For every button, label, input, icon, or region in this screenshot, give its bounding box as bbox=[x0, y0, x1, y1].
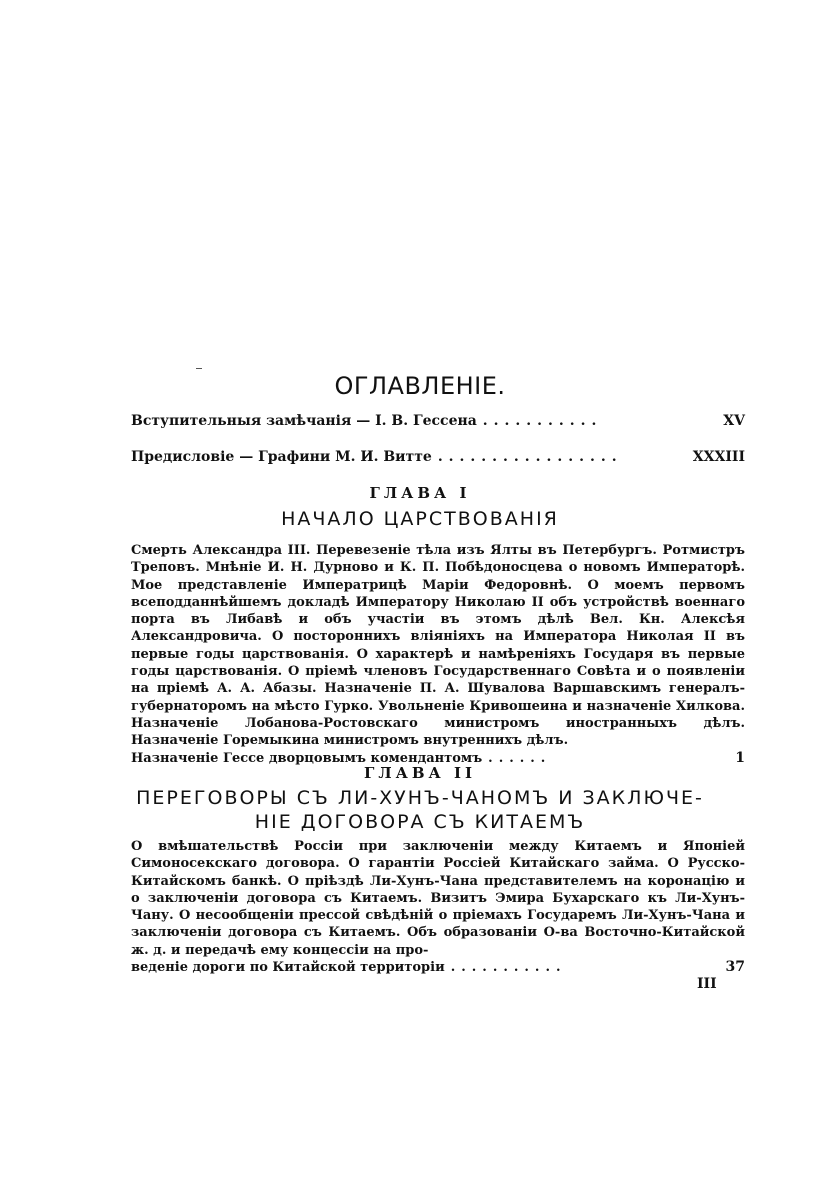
chapter-2-summary-last-line bbox=[131, 959, 745, 976]
chapter-1-label: ГЛАВА I bbox=[369, 484, 471, 502]
toc-entry-preface bbox=[131, 449, 745, 465]
chapter-2-summary-text: О вмѣшательствѣ Россiи при заключенiи между Китаемъ и Японiей Симоносекскаго договора. О гарантiи Россiей Китайскаго займа. О Русско-Китайскомъ банкѣ. О прiѣздѣ Ли-Хунъ-Чана представителемъ на коронацiю и о заключенiи договора съ Китаемъ. Визитъ Эмира Бухарскаго къ Ли-Хунъ-Чану. О несообщенiи прессой свѣдѣнiй о прiемахъ Государемъ Ли-Хунъ-Чана и заключенiи договора съ Китаемъ. Объ образованiи О-ва Восточно-Китайской ж. д. и передачѣ ему концессiи на про- bbox=[131, 839, 745, 958]
chapter-2-label: ГЛАВА II bbox=[364, 764, 476, 782]
toc-entry-text: Предисловiе — Графини М. И. Витте bbox=[131, 449, 432, 465]
toc-entry-page: 1 bbox=[735, 749, 745, 766]
chapter-1-title: НАЧАЛО ЦАРСТВОВАНIЯ bbox=[281, 508, 559, 530]
chapter-2-summary bbox=[131, 838, 745, 976]
summary-last-text: Назначенiе Гессе дворцовымъ комендантомъ bbox=[131, 750, 483, 766]
toc-entry-text: Вступительныя замѣчанiя — I. В. Гессена bbox=[131, 413, 477, 429]
summary-last-text: веденiе дороги по Китайской территорiи bbox=[131, 960, 445, 976]
toc-leader-dots: ........... bbox=[482, 413, 603, 429]
page-title: ОГЛАВЛЕНIЕ. bbox=[334, 372, 506, 400]
chapter-1-summary bbox=[131, 542, 745, 767]
toc-entry-page: XXXIII bbox=[692, 449, 745, 465]
toc-leader-dots: ................. bbox=[437, 449, 623, 465]
toc-leader-dots: ...... bbox=[488, 750, 552, 766]
toc-entry-page: 37 bbox=[725, 959, 745, 976]
print-speck bbox=[196, 368, 202, 369]
toc-entry-page: XV bbox=[723, 413, 745, 429]
toc-entry-introduction bbox=[131, 413, 745, 429]
chapter-2-title-line-2: НIЕ ДОГОВОРА СЪ КИТАЕМЪ bbox=[254, 811, 586, 833]
page-number: III bbox=[697, 976, 717, 992]
toc-leader-dots: ........... bbox=[450, 960, 567, 976]
chapter-1-summary-text: Смерть Александра III. Перевезенiе тѣла изъ Ялты въ Петербургъ. Ротмистръ Треповъ. Мнѣнiе И. Н. Дурново и К. П. Побѣдоносцева о новомъ Императорѣ. Мое представленiе Императрицѣ Марiи Федоровнѣ. О моемъ первомъ всеподданнѣйшемъ докладѣ Императору Николаю II объ устройствѣ военнаго порта въ Либавѣ и объ участiи въ этомъ дѣлѣ Вел. Кн. Алексѣя Александровича. О постороннихъ влiянiяхъ на Императора Николая II въ первые годы царствованiя. О характерѣ и намѣренiяхъ Государя въ первые годы царствованiя. О прiемѣ членовъ Государственнаго Совѣта и о появленiи на прiемѣ А. А. Абазы. Назначенiе П. А. Шувалова Варшавскимъ генералъ-губернаторомъ на мѣсто Гурко. Увольненiе Кривошеина и назначенiе Хилкова. Назначенiе Лобанова-Ростовскаго министромъ иностранныхъ дѣлъ. Назначенiе Горемыкина министромъ внутреннихъ дѣлъ. bbox=[131, 543, 745, 749]
chapter-2-title-line-1: ПЕРЕГОВОРЫ СЪ ЛИ-ХУНЪ-ЧАНОМЪ И ЗАКЛЮЧЕ- bbox=[136, 787, 704, 809]
